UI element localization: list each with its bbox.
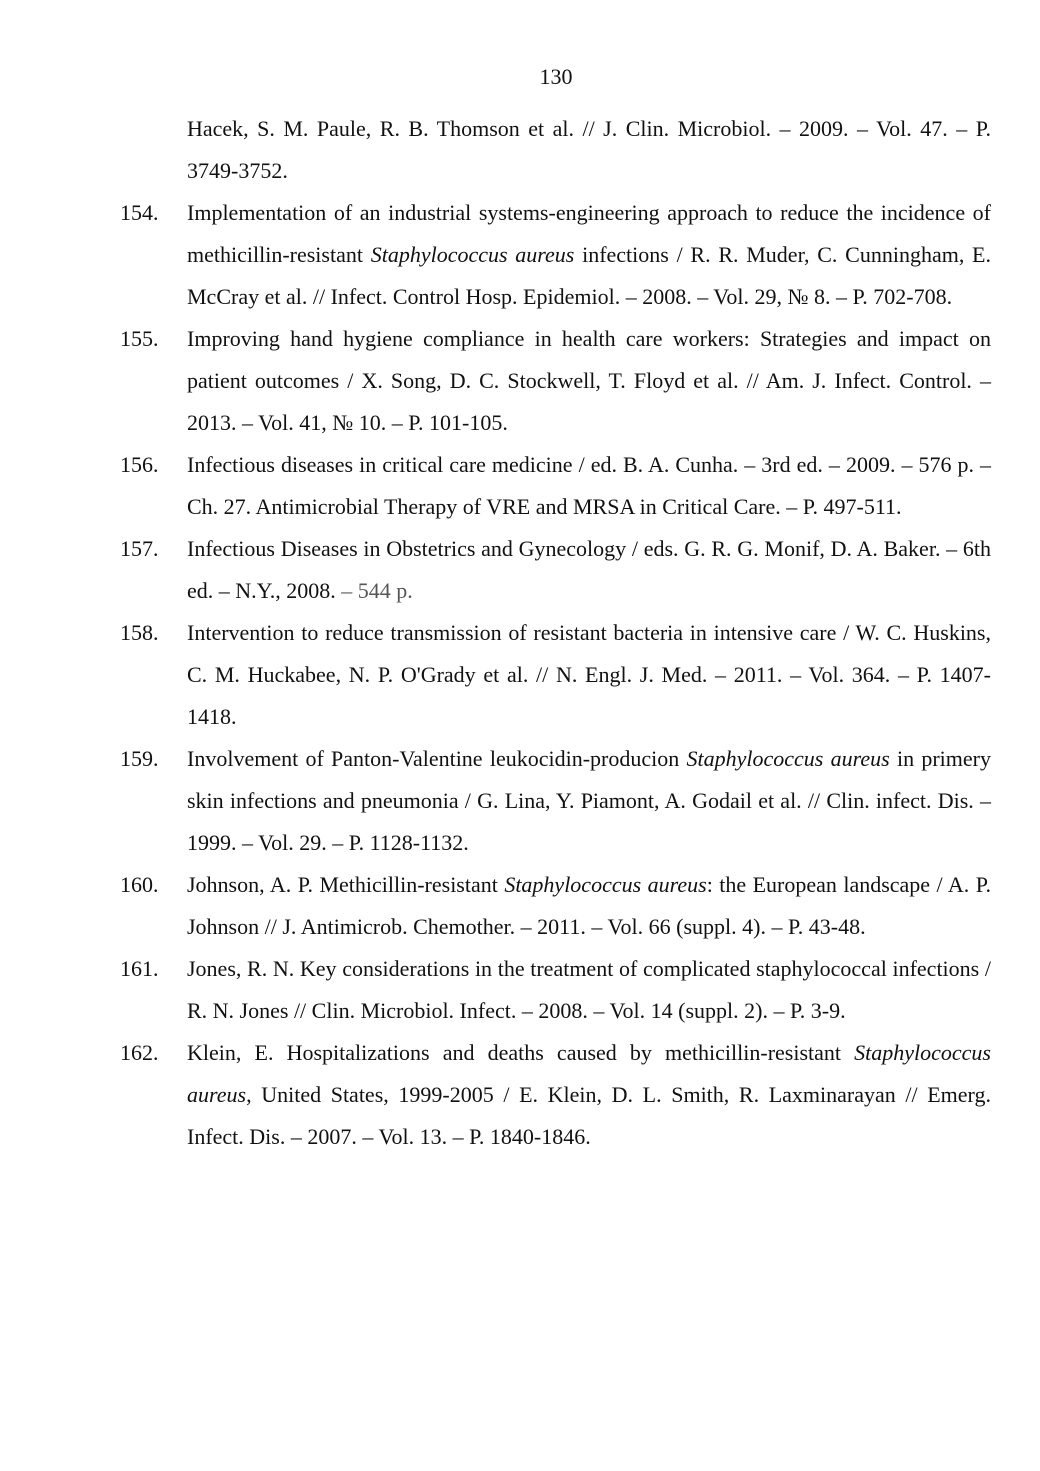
reference-text-segment: Johnson, A. P. Methicillin-resistant (187, 872, 505, 897)
reference-text-segment: in primery skin infections and pneumonia / G. Lina, Y. Piamont, A. Godail et al. // Clin. infect. Dis. – 1999. – Vol. 29. – P. 1128-1132. (187, 746, 991, 855)
reference-item (120, 192, 991, 318)
reference-text-segment: Jones, R. N. Key considerations in the treatment of complicated staphylococcal infections / R. N. Jones // Clin. Microbiol. Infect. – 2008. – Vol. 14 (suppl. 2). – P. 3-9. (187, 956, 991, 1023)
reference-number: 156. (120, 452, 159, 477)
species-name: Staphylococcus aureus (187, 1040, 991, 1107)
species-name: Staphylococcus aureus (504, 872, 707, 897)
species-name: Staphylococcus aureus (370, 242, 575, 267)
reference-text-segment: Implementation of an industrial systems-engineering approach to reduce the incidence of methicillin-resistant (187, 200, 991, 267)
reference-text (187, 528, 991, 612)
reference-number: 158. (120, 620, 159, 645)
reference-text (187, 192, 991, 318)
page-number: 130 (539, 64, 573, 89)
reference-text-segment: Involvement of Panton-Valentine leukocidin-producion (187, 746, 687, 771)
reference-text (187, 318, 991, 444)
reference-text-segment: Intervention to reduce transmission of resistant bacteria in intensive care / W. C. Huskins, C. M. Huckabee, N. P. O'Grady et al. // N. Engl. J. Med. – 2011. – Vol. 364. – P. 1407-1418. (187, 620, 991, 729)
reference-text-segment: Hacek, S. M. Paule, R. B. Thomson et al. // J. Clin. Microbiol. – 2009. – Vol. 47. – P. 3749-3752. (187, 116, 991, 183)
reference-text-segment: , United States, 1999-2005 / E. Klein, D. L. Smith, R. Laxminarayan // Emerg. Infect. Dis. – 2007. – Vol. 13. – P. 1840-1846. (187, 1082, 991, 1149)
reference-item (120, 948, 991, 1032)
reference-text-segment: infections / R. R. Muder, C. Cunningham, E. McCray et al. // Infect. Control Hosp. Epidemiol. – 2008. – Vol. 29, № 8. – P. 702-708. (187, 242, 991, 309)
reference-item (120, 318, 991, 444)
species-name: Staphylococcus aureus (686, 746, 890, 771)
reference-text-segment: Infectious Diseases in Obstetrics and Gynecology / eds. G. R. G. Monif, D. A. Baker. – 6th ed. – N.Y., 2008. (187, 536, 991, 603)
reference-number: 159. (120, 746, 159, 771)
reference-list (120, 108, 991, 1158)
reference-text-segment: : the European landscape / A. P. Johnson // J. Antimicrob. Chemother. – 2011. – Vol. 66 (suppl. 4). – P. 43-48. (187, 872, 991, 939)
reference-text (187, 108, 991, 192)
reference-item (120, 738, 991, 864)
reference-item (120, 528, 991, 612)
reference-number: 160. (120, 872, 159, 897)
reference-text-segment: Infectious diseases in critical care medicine / ed. B. A. Cunha. – 3rd ed. – 2009. – 576 p. – Ch. 27. Antimicrobial Therapy of VRE and MRSA in Critical Care. – P. 497-511. (187, 452, 991, 519)
reference-number: 162. (120, 1040, 159, 1065)
reference-number: 157. (120, 536, 159, 561)
reference-text (187, 738, 991, 864)
reference-item (120, 612, 991, 738)
reference-number: 154. (120, 200, 159, 225)
reference-item (120, 1032, 991, 1158)
reference-text (187, 864, 991, 948)
reference-text-segment: – 544 p. (341, 578, 413, 603)
reference-text (187, 612, 991, 738)
reference-number: 155. (120, 326, 159, 351)
reference-number: 161. (120, 956, 159, 981)
reference-text-segment: Klein, E. Hospitalizations and deaths caused by methicillin-resistant (187, 1040, 855, 1065)
reference-text (187, 444, 991, 528)
reference-item (120, 864, 991, 948)
reference-continuation (120, 108, 991, 192)
reference-text (187, 1032, 991, 1158)
reference-text (187, 948, 991, 1032)
reference-text-segment: Improving hand hygiene compliance in health care workers: Strategies and impact on patient outcomes / X. Song, D. C. Stockwell, T. Floyd et al. // Am. J. Infect. Control. – 2013. – Vol. 41, № 10. – P. 101-105. (187, 326, 991, 435)
reference-item (120, 444, 991, 528)
